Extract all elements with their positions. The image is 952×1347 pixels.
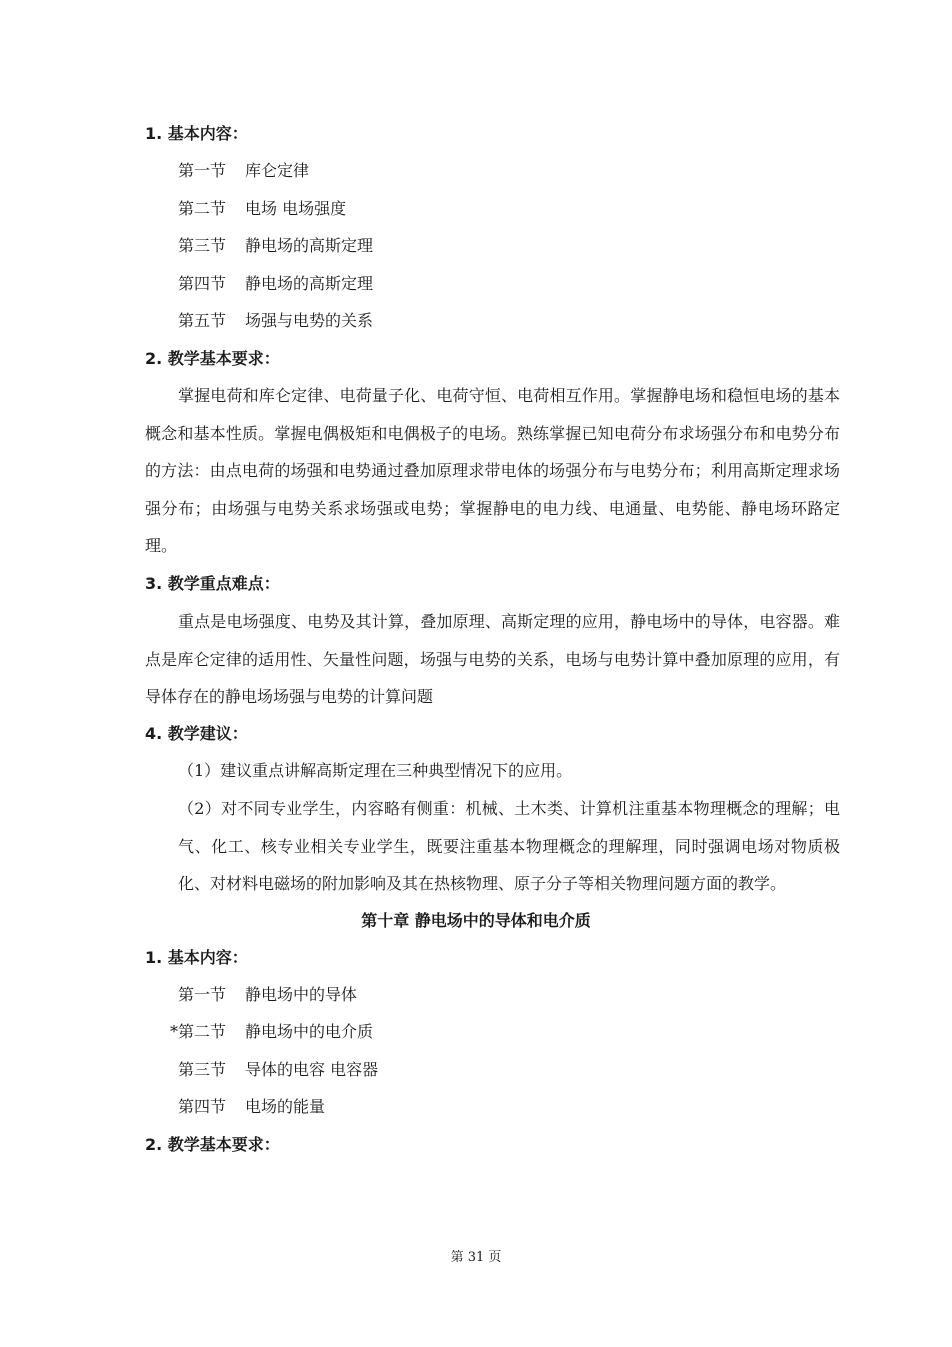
section-title: 静电场中的电介质 [245, 1022, 374, 1041]
section-number: 第二节 [178, 199, 227, 218]
section-number: 第五节 [178, 311, 227, 330]
section-number: 第三节 [178, 1060, 227, 1079]
section-number: 第一节 [178, 985, 227, 1004]
section-title: 静电场的高斯定理 [245, 274, 374, 293]
heading-requirements: 2. 教学基本要求： [145, 349, 280, 368]
list-item [178, 274, 373, 294]
list-item [178, 199, 346, 219]
key-points-paragraph: 重点是电场强度、电势及其计算，叠加原理、高斯定理的应用，静电场中的导体，电容器。难点是库仑定律的适用性、矢量性问题，场强与电势的关系，电场与电势计算中叠加原理的应用，有导体存在的静电场场强与电势的计算问题 [145, 612, 840, 706]
list-item [178, 236, 373, 256]
section-title: 场强与电势的关系 [245, 311, 374, 330]
heading-requirements: 2. 教学基本要求： [145, 1135, 280, 1154]
section-title: 库仑定律 [245, 161, 310, 180]
list-item [178, 1060, 378, 1080]
section-number: 第四节 [178, 274, 227, 293]
list-item [170, 1022, 373, 1042]
list-item [178, 311, 373, 331]
list-item [178, 985, 357, 1005]
page-number: 第 31 页 [450, 1250, 502, 1265]
section-title: 电场 电场强度 [245, 199, 347, 218]
list-item [178, 161, 309, 181]
suggestion-1: （1）建议重点讲解高斯定理在三种典型情况下的应用。 [178, 761, 573, 780]
list-item [178, 1097, 325, 1117]
section-number: 第一节 [178, 161, 227, 180]
section-title: 电场的能量 [245, 1097, 326, 1116]
heading-basic-content: 1. 基本内容： [145, 124, 248, 143]
section-number: *第二节 [170, 1022, 227, 1041]
chapter-title: 第十章 静电场中的导体和电介质 [361, 911, 591, 930]
section-title: 静电场中的导体 [245, 985, 358, 1004]
section-title: 静电场的高斯定理 [245, 236, 374, 255]
heading-key-points: 3. 教学重点难点： [145, 574, 280, 593]
section-number: 第四节 [178, 1097, 227, 1116]
requirements-paragraph: 掌握电荷和库仑定律、电荷量子化、电荷守恒、电荷相互作用。掌握静电场和稳恒电场的基本概念和基本性质。掌握电偶极矩和电偶极子的电场。熟练掌握已知电荷分布求场强分布和电势分布的方法：由点电荷的场强和电势通过叠加原理求带电体的场强分布与电势分布；利用高斯定理求场强分布；由场强与电势关系求场强或电势；掌握静电的电力线、电通量、电势能、静电场环路定理。 [145, 386, 840, 555]
section-title: 导体的电容 电容器 [245, 1060, 379, 1079]
heading-suggestions: 4. 教学建议： [145, 724, 248, 743]
heading-basic-content: 1. 基本内容： [145, 948, 248, 967]
suggestion-2: （2）对不同专业学生，内容略有侧重：机械、土木类、计算机注重基本物理概念的理解；电气、化工、核专业相关专业学生，既要注重基本物理概念的理解理，同时强调电场对物质极化、对材料电磁场的附加影响及其在热核物理、原子分子等相关物理问题方面的教学。 [178, 799, 840, 893]
section-number: 第三节 [178, 236, 227, 255]
